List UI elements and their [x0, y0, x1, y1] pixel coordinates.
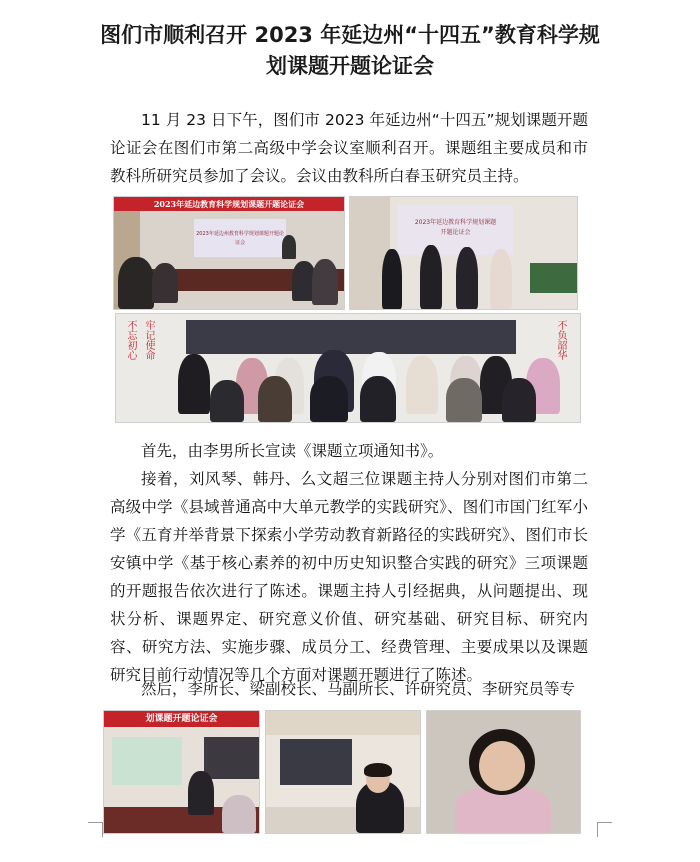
presenter — [456, 247, 478, 309]
speaker-hair — [364, 763, 392, 777]
projector-screen — [194, 219, 286, 257]
speaker-photo-1 — [103, 710, 260, 834]
article-title — [60, 20, 640, 82]
front-row-person — [502, 378, 536, 422]
speaker — [188, 771, 214, 815]
right-slogan — [554, 320, 572, 360]
expert-paragraph: 然后，李所长、梁副校长、马副所长、许研究员、李研究员等专 — [141, 680, 576, 698]
plant — [530, 263, 577, 293]
article-title-line-1: 图们市顺利召开 2023 年延边州“十四五”教育科学规 — [100, 23, 600, 47]
article-title-line-2: 划课题开题论证会 — [266, 54, 434, 78]
back-row-person — [406, 356, 438, 414]
opening-paragraph: 首先，由李男所长宣读《课题立项通知书》。 — [141, 442, 444, 460]
intro-paragraph: 11 月 23 日下午，图们市 2023 年延边州“十四五”规划课题开题论证会在图们市第二高级中学会议室顺利召开。课题组主要成员和市教科所研究员参加了会议。会议由教科所白春玉研究员主持。 — [110, 111, 588, 185]
bottom-banner: 划课题开题论证会 — [104, 711, 259, 727]
tv-screen — [204, 737, 259, 779]
group-photo — [115, 313, 581, 423]
presenter — [490, 249, 512, 309]
screen-slide — [112, 737, 182, 785]
left-slogan-b — [142, 320, 160, 360]
report-paragraph: 接着，刘风琴、韩丹、么文超三位课题主持人分别对图们市第二高级中学《县域普通高中大单元教学的实践研究》、图们市国门红军小学《五育并举背景下探索小学劳动教育新路径的实践研究》、图们市长安镇中学《基于核心素养的初中历史知识整合实践的研究》三项课题的开题报告依次进行了陈述。课题主持人引经据典，从问题提出、现状分析、课题界定、研究意义价值、研究基础、研究目标、研究内容、研究方法、实施步骤、成员分工、经费管理、主要成果以及课题研究目前行动情况等几个方面对课题开题进行了陈述。 — [110, 470, 588, 684]
crop-mark — [597, 822, 612, 837]
meeting-room-photo — [113, 196, 345, 310]
front-row-person — [210, 380, 244, 422]
presentation-screen — [398, 205, 513, 255]
left-slogan — [124, 320, 142, 360]
front-row-person — [446, 378, 482, 422]
presenter — [382, 249, 402, 309]
front-row-person — [360, 376, 396, 422]
wall-banner — [266, 711, 420, 735]
speaker-photo-3 — [426, 710, 581, 834]
meeting-banner: 2023年延边教育科学规划课题开题论证会 — [114, 197, 344, 211]
projection-board — [186, 320, 516, 354]
projector-screen-text: 2023年延边州教育科学规划课题开题论证会 — [196, 231, 284, 246]
speaker-photo-2 — [265, 710, 421, 834]
listener — [222, 795, 256, 833]
tv-screen — [280, 739, 352, 785]
right-slogan-1: 不负韶华 — [555, 320, 566, 360]
front-row-person — [258, 376, 292, 422]
attendee — [312, 259, 338, 305]
presenter — [420, 245, 442, 309]
presentation-screen-text: 2023年延边教育科学规划课题开题论证会 — [414, 219, 497, 236]
certificate-photo — [349, 196, 578, 310]
host — [282, 235, 296, 259]
left-slogan-1: 不忘初心 — [125, 320, 136, 360]
attendee — [152, 263, 178, 303]
crop-mark — [88, 822, 103, 837]
back-row-person — [178, 354, 210, 414]
front-row-person — [310, 376, 348, 422]
left-slogan-2: 牢记使命 — [143, 320, 154, 360]
attendee — [118, 257, 154, 309]
speaker-face — [479, 741, 525, 791]
